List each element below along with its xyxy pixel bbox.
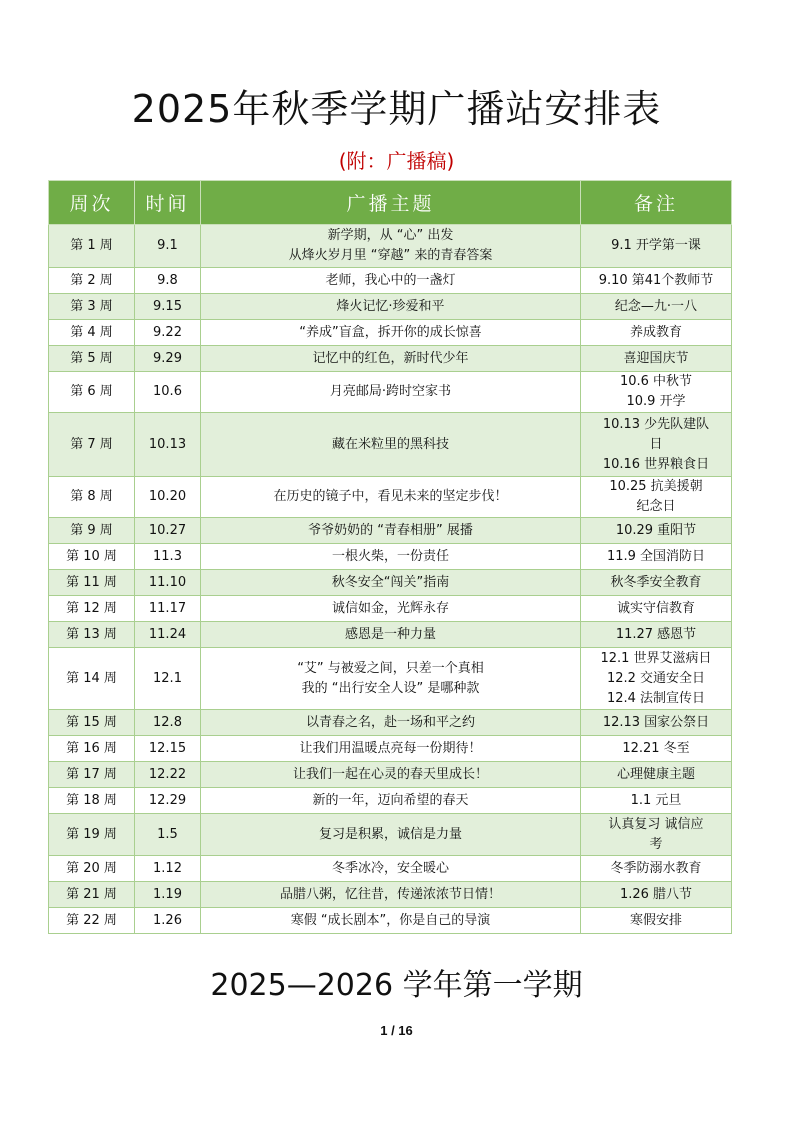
cell-note-line: 12.2 交通安全日 bbox=[606, 670, 706, 686]
cell-topic-line: “养成”盲盒，拆开你的成长惊喜 bbox=[299, 324, 482, 340]
cell-week: 第 16 周 bbox=[49, 736, 135, 762]
cell-note bbox=[581, 908, 732, 934]
cell-topic-line: 让我们用温暖点亮每一份期待！ bbox=[299, 740, 482, 756]
cell-week: 第 8 周 bbox=[49, 477, 135, 518]
cell-note-line: 寒假安排 bbox=[629, 912, 682, 928]
cell-note bbox=[581, 225, 732, 268]
table-row bbox=[49, 648, 732, 710]
cell-time: 1.26 bbox=[135, 908, 201, 934]
table-row bbox=[49, 372, 732, 413]
cell-topic bbox=[201, 762, 581, 788]
cell-topic-line: 在历史的镜子中，看见未来的坚定步伐！ bbox=[273, 489, 508, 504]
table-body bbox=[49, 225, 732, 934]
cell-week: 第 11 周 bbox=[49, 570, 135, 596]
cell-topic bbox=[201, 413, 581, 477]
cell-topic-line: 记忆中的红色，新时代少年 bbox=[312, 350, 469, 366]
cell-topic-line: 月亮邮局·跨时空家书 bbox=[329, 384, 452, 399]
cell-topic-line: 藏在米粒里的黑科技 bbox=[331, 436, 449, 452]
cell-note bbox=[581, 413, 732, 477]
cell-week: 第 18 周 bbox=[49, 788, 135, 814]
table-row bbox=[49, 413, 732, 477]
cell-topic-line: 从烽火岁月里 “穿越” 来的青春答案 bbox=[288, 248, 493, 263]
cell-note-line: 1.26 腊八节 bbox=[619, 886, 693, 902]
table-row bbox=[49, 294, 732, 320]
cell-topic-line: 秋冬安全“闯关”指南 bbox=[331, 574, 450, 590]
table-row bbox=[49, 570, 732, 596]
cell-time: 10.13 bbox=[135, 413, 201, 477]
cell-note bbox=[581, 596, 732, 622]
cell-week: 第 17 周 bbox=[49, 762, 135, 788]
header-week: 周次 bbox=[49, 181, 135, 225]
cell-topic bbox=[201, 710, 581, 736]
cell-topic-line: 老师，我心中的一盏灯 bbox=[325, 272, 456, 288]
cell-week: 第 21 周 bbox=[49, 882, 135, 908]
table-row bbox=[49, 518, 732, 544]
cell-time: 1.19 bbox=[135, 882, 201, 908]
footer-title: 2025—2026 学年第一学期 bbox=[210, 968, 583, 1003]
table-row bbox=[49, 320, 732, 346]
cell-note bbox=[581, 710, 732, 736]
table-row bbox=[49, 544, 732, 570]
cell-time: 10.27 bbox=[135, 518, 201, 544]
cell-note-line: 日 bbox=[649, 436, 663, 452]
cell-topic-line: 一根火柴，一份责任 bbox=[331, 548, 449, 564]
table-row bbox=[49, 856, 732, 882]
table-row bbox=[49, 762, 732, 788]
cell-note bbox=[581, 736, 732, 762]
cell-note-line: 9.1 开学第一课 bbox=[611, 238, 701, 253]
cell-note-line: 10.25 抗美援朝 bbox=[609, 479, 703, 494]
cell-week: 第 6 周 bbox=[49, 372, 135, 413]
cell-time: 11.17 bbox=[135, 596, 201, 622]
schedule-table bbox=[48, 180, 732, 934]
cell-note bbox=[581, 320, 732, 346]
cell-note-line: 1.1 元旦 bbox=[630, 792, 682, 808]
cell-time: 1.12 bbox=[135, 856, 201, 882]
cell-note-line: 秋冬季安全教育 bbox=[610, 574, 702, 590]
cell-note-line: 喜迎国庆节 bbox=[623, 350, 689, 366]
table-row bbox=[49, 710, 732, 736]
cell-note-line: 12.4 法制宣传日 bbox=[606, 690, 706, 706]
cell-week: 第 12 周 bbox=[49, 596, 135, 622]
cell-topic bbox=[201, 294, 581, 320]
cell-week: 第 5 周 bbox=[49, 346, 135, 372]
cell-note-line: 10.13 少先队建队 bbox=[602, 416, 710, 432]
cell-note bbox=[581, 570, 732, 596]
cell-time: 11.10 bbox=[135, 570, 201, 596]
table-row bbox=[49, 225, 732, 268]
cell-note-line: 养成教育 bbox=[629, 324, 682, 340]
cell-note bbox=[581, 648, 732, 710]
cell-note-line: 纪念日 bbox=[636, 499, 676, 514]
cell-time: 11.24 bbox=[135, 622, 201, 648]
cell-topic bbox=[201, 856, 581, 882]
cell-topic-line: 我的 “出行安全人设” 是哪种款 bbox=[301, 680, 480, 696]
cell-time: 12.29 bbox=[135, 788, 201, 814]
cell-note-line: 10.16 世界粮食日 bbox=[602, 456, 710, 472]
cell-topic bbox=[201, 320, 581, 346]
cell-note bbox=[581, 294, 732, 320]
cell-topic bbox=[201, 814, 581, 856]
cell-topic-line: “艾” 与被爱之间，只差一个真相 bbox=[297, 660, 484, 676]
cell-topic bbox=[201, 788, 581, 814]
cell-topic bbox=[201, 908, 581, 934]
cell-week: 第 10 周 bbox=[49, 544, 135, 570]
header-time: 时间 bbox=[135, 181, 201, 225]
cell-topic bbox=[201, 268, 581, 294]
cell-note bbox=[581, 622, 732, 648]
cell-note-line: 12.1 世界艾滋病日 bbox=[600, 650, 712, 666]
cell-note-line: 冬季防溺水教育 bbox=[610, 860, 702, 876]
cell-time: 9.29 bbox=[135, 346, 201, 372]
cell-topic bbox=[201, 648, 581, 710]
cell-week: 第 13 周 bbox=[49, 622, 135, 648]
table-row bbox=[49, 814, 732, 856]
cell-note bbox=[581, 856, 732, 882]
header-note: 备注 bbox=[581, 181, 732, 225]
cell-topic bbox=[201, 882, 581, 908]
cell-time: 9.22 bbox=[135, 320, 201, 346]
table-row bbox=[49, 788, 732, 814]
cell-topic-line: 复习是积累，诚信是力量 bbox=[318, 826, 462, 842]
cell-topic-line: 以青春之名，赴一场和平之约 bbox=[305, 714, 475, 730]
cell-topic-line: 烽火记忆·珍爱和平 bbox=[336, 298, 445, 314]
cell-topic-line: 爷爷奶奶的 “青春相册” 展播 bbox=[308, 522, 473, 538]
table-row bbox=[49, 622, 732, 648]
cell-note-line: 心理健康主题 bbox=[616, 766, 695, 782]
page-number: 1 / 16 bbox=[380, 1023, 413, 1038]
cell-note-line: 12.13 国家公祭日 bbox=[602, 714, 710, 730]
cell-topic bbox=[201, 518, 581, 544]
cell-week: 第 3 周 bbox=[49, 294, 135, 320]
cell-note bbox=[581, 518, 732, 544]
cell-time: 10.6 bbox=[135, 372, 201, 413]
cell-time: 1.5 bbox=[135, 814, 201, 856]
cell-week: 第 20 周 bbox=[49, 856, 135, 882]
table-row bbox=[49, 882, 732, 908]
cell-topic bbox=[201, 225, 581, 268]
cell-week: 第 19 周 bbox=[49, 814, 135, 856]
cell-week: 第 15 周 bbox=[49, 710, 135, 736]
cell-note-line: 考 bbox=[649, 836, 663, 852]
cell-note bbox=[581, 346, 732, 372]
cell-time: 12.15 bbox=[135, 736, 201, 762]
cell-time: 9.1 bbox=[135, 225, 201, 268]
cell-topic-line: 让我们一起在心灵的春天里成长！ bbox=[292, 766, 488, 782]
cell-topic-line: 冬季冰冷，安全暖心 bbox=[331, 860, 449, 876]
cell-topic bbox=[201, 346, 581, 372]
cell-time: 9.8 bbox=[135, 268, 201, 294]
cell-topic-line: 新的一年，迈向希望的春天 bbox=[312, 792, 469, 808]
cell-topic-line: 品腊八粥，忆往昔，传递浓浓节日情！ bbox=[279, 886, 501, 902]
cell-note-line: 10.29 重阳节 bbox=[615, 522, 697, 538]
cell-topic bbox=[201, 570, 581, 596]
table-row bbox=[49, 268, 732, 294]
cell-time: 10.20 bbox=[135, 477, 201, 518]
cell-note-line: 10.6 中秋节 bbox=[619, 374, 693, 389]
table-row bbox=[49, 477, 732, 518]
cell-note bbox=[581, 372, 732, 413]
cell-week: 第 22 周 bbox=[49, 908, 135, 934]
table-row bbox=[49, 346, 732, 372]
cell-note bbox=[581, 268, 732, 294]
cell-note bbox=[581, 762, 732, 788]
table-row bbox=[49, 736, 732, 762]
cell-topic bbox=[201, 544, 581, 570]
cell-topic-line: 诚信如金，光辉永存 bbox=[331, 600, 449, 616]
table-header-row bbox=[49, 181, 732, 225]
cell-topic-line: 新学期，从 “心” 出发 bbox=[327, 228, 454, 243]
cell-note-line: 纪念—九·一八 bbox=[614, 298, 698, 314]
cell-note bbox=[581, 814, 732, 856]
cell-topic-line: 感恩是一种力量 bbox=[344, 626, 436, 642]
cell-week: 第 14 周 bbox=[49, 648, 135, 710]
table-row bbox=[49, 596, 732, 622]
document-title: 2025年秋季学期广播站安排表 bbox=[131, 87, 662, 131]
cell-note-line: 11.27 感恩节 bbox=[615, 626, 697, 642]
cell-time: 12.1 bbox=[135, 648, 201, 710]
cell-topic bbox=[201, 736, 581, 762]
cell-note bbox=[581, 544, 732, 570]
header-topic: 广播主题 bbox=[201, 181, 581, 225]
cell-topic-line: 寒假 “成长剧本”，你是自己的导演 bbox=[290, 912, 491, 928]
cell-note bbox=[581, 882, 732, 908]
cell-time: 12.8 bbox=[135, 710, 201, 736]
cell-week: 第 4 周 bbox=[49, 320, 135, 346]
cell-week: 第 1 周 bbox=[49, 225, 135, 268]
cell-note-line: 11.9 全国消防日 bbox=[606, 548, 706, 564]
cell-week: 第 9 周 bbox=[49, 518, 135, 544]
cell-topic bbox=[201, 477, 581, 518]
cell-note-line: 9.10 第41个教师节 bbox=[598, 272, 714, 288]
cell-week: 第 7 周 bbox=[49, 413, 135, 477]
cell-time: 9.15 bbox=[135, 294, 201, 320]
cell-week: 第 2 周 bbox=[49, 268, 135, 294]
cell-note-line: 认真复习 诚信应 bbox=[608, 816, 704, 832]
cell-note-line: 诚实守信教育 bbox=[616, 600, 695, 616]
cell-time: 11.3 bbox=[135, 544, 201, 570]
cell-note-line: 10.9 开学 bbox=[626, 394, 686, 409]
cell-topic bbox=[201, 596, 581, 622]
document-subtitle: (附：广播稿) bbox=[338, 149, 455, 173]
cell-note bbox=[581, 788, 732, 814]
cell-topic bbox=[201, 372, 581, 413]
cell-note bbox=[581, 477, 732, 518]
cell-topic bbox=[201, 622, 581, 648]
cell-time: 12.22 bbox=[135, 762, 201, 788]
cell-note-line: 12.21 冬至 bbox=[622, 740, 690, 756]
table-row bbox=[49, 908, 732, 934]
